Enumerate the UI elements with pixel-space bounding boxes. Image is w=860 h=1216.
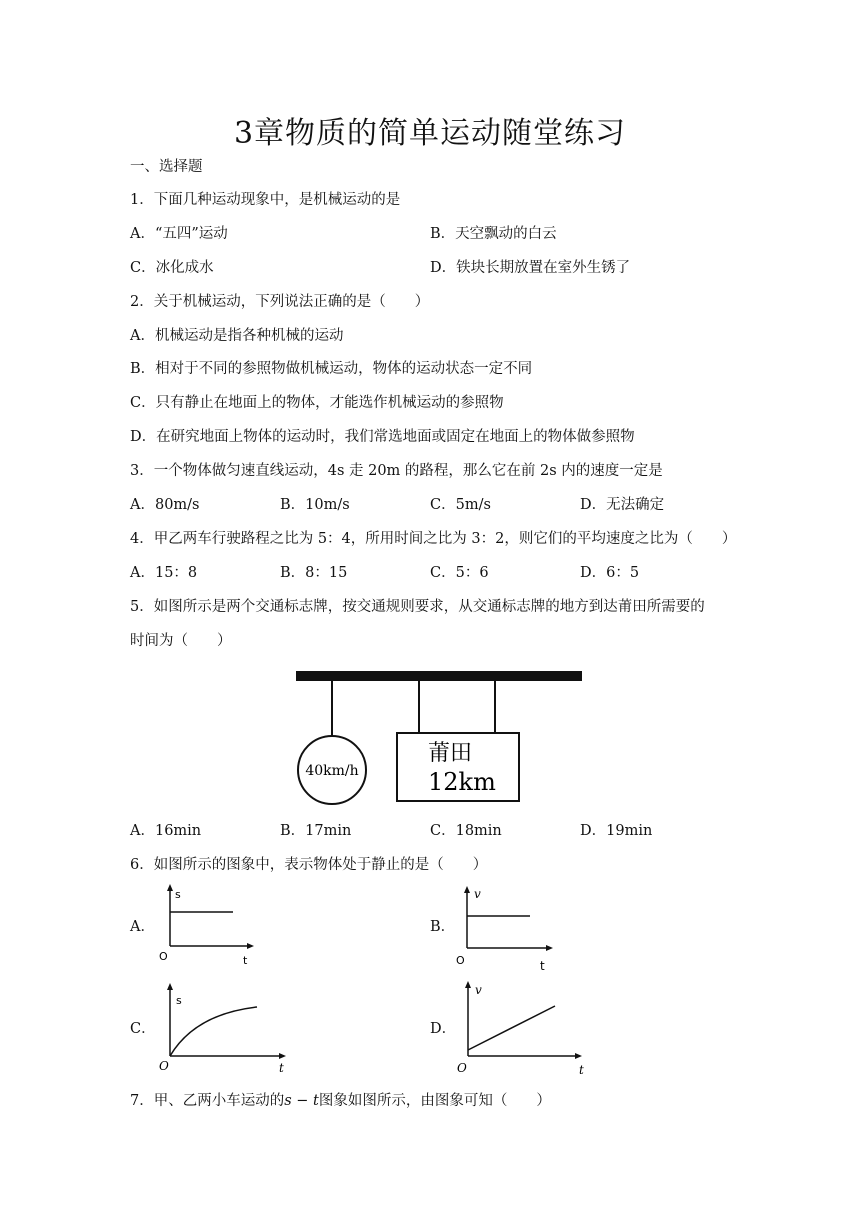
question-4-option-a: A．15：8 xyxy=(130,565,198,581)
graph-d-line xyxy=(468,1006,555,1050)
graph-a-origin: O xyxy=(159,950,168,963)
question-1-option-c: C．冰化成水 xyxy=(130,260,214,276)
graph-b-y-arrow xyxy=(464,886,470,893)
graph-d-y-arrow xyxy=(465,981,471,988)
graph-a xyxy=(155,882,265,970)
question-3-option-b: B．10m/s xyxy=(280,497,350,513)
distance-sign-place: 莆田 xyxy=(428,741,473,766)
question-2-stem: 2．关于机械运动，下列说法正确的是（ ） xyxy=(130,294,430,310)
graph-b-x-label: t xyxy=(540,959,545,973)
question-7-stem-suffix: 图象如图所示，由图象可知（ ） xyxy=(318,1093,551,1109)
question-2-option-b: B．相对于不同的参照物做机械运动，物体的运动状态一定不同 xyxy=(130,361,533,377)
graph-c-y-arrow xyxy=(167,983,173,990)
question-5-option-a: A．16min xyxy=(130,823,202,839)
speed-limit-text: 40km/h xyxy=(305,763,359,779)
page-title: 3章物质的简单运动随堂练习 xyxy=(233,116,627,151)
graph-d xyxy=(453,978,595,1076)
graph-d-y-label: v xyxy=(475,983,482,997)
question-5-option-b: B．17min xyxy=(280,823,352,839)
question-5-option-c: C．18min xyxy=(430,823,502,839)
graph-c-y-label: s xyxy=(176,994,182,1007)
question-5-stem-line1: 5．如图所示是两个交通标志牌，按交通规则要求，从交通标志牌的地方到达莆田所需要的 xyxy=(130,599,705,615)
graph-b-origin: O xyxy=(456,954,465,967)
graph-b-y-label: v xyxy=(474,887,481,901)
question-3-option-d: D．无法确定 xyxy=(580,497,665,513)
question-3-option-a: A．80m/s xyxy=(130,497,200,513)
question-4-option-b: B．8：15 xyxy=(280,565,348,581)
graph-a-x-label: t xyxy=(243,954,248,967)
question-1-option-b: B．天空飘动的白云 xyxy=(430,226,557,242)
graph-d-x-arrow xyxy=(575,1053,582,1059)
graph-c-x-label: t xyxy=(279,1061,284,1074)
traffic-signs-figure xyxy=(280,662,600,812)
question-4-option-d: D．6：5 xyxy=(580,565,640,581)
question-1-option-d: D．铁块长期放置在室外生锈了 xyxy=(430,260,631,276)
question-2-option-d: D．在研究地面上物体的运动时，我们常选地面或固定在地面上的物体做参照物 xyxy=(130,429,635,445)
graph-c xyxy=(155,980,295,1074)
graph-c-x-arrow xyxy=(279,1053,286,1059)
section-heading: 一、选择题 xyxy=(130,159,203,175)
graph-a-y-arrow xyxy=(167,884,173,891)
graph-a-x-arrow xyxy=(247,943,254,949)
question-7-stem xyxy=(130,1091,551,1111)
graph-b-x-arrow xyxy=(546,945,553,951)
question-6-option-d-label: D． xyxy=(430,1021,457,1037)
question-5-stem-line2: 时间为（ ） xyxy=(130,633,232,649)
question-4-option-c: C．5：6 xyxy=(430,565,489,581)
graph-c-origin: O xyxy=(159,1059,169,1073)
graph-a-y-label: s xyxy=(175,888,181,901)
question-3-stem: 3．一个物体做匀速直线运动，4s 走 20m 的路程，那么它在前 2s 内的速度一定是 xyxy=(130,463,663,479)
question-1-stem: 1．下面几种运动现象中，是机械运动的是 xyxy=(130,192,401,208)
graph-c-curve xyxy=(170,1007,257,1056)
question-6-stem: 6．如图所示的图象中，表示物体处于静止的是（ ） xyxy=(130,857,488,873)
question-6-option-b-label: B． xyxy=(430,919,456,935)
distance-sign-distance: 12km xyxy=(428,768,496,796)
question-5-option-d: D．19min xyxy=(580,823,653,839)
graph-b xyxy=(452,884,562,974)
question-3-option-c: C．5m/s xyxy=(430,497,491,513)
question-2-option-c: C．只有静止在地面上的物体，才能选作机械运动的参照物 xyxy=(130,395,504,411)
graph-d-origin: O xyxy=(457,1061,467,1075)
question-4-stem: 4．甲乙两车行驶路程之比为 5：4，所用时间之比为 3：2，则它们的平均速度之比为（ ） xyxy=(130,531,737,547)
graph-d-x-label: t xyxy=(579,1063,584,1076)
question-6-option-a-label: A． xyxy=(130,919,155,935)
question-6-option-c-label: C． xyxy=(130,1021,156,1037)
question-7-stem-prefix: 7．甲、乙两小车运动的 xyxy=(130,1093,285,1109)
question-1-option-a: A．“五四”运动 xyxy=(130,226,228,242)
question-7-formula: s − t xyxy=(284,1093,319,1109)
sign-bar xyxy=(296,671,582,681)
question-2-option-a: A．机械运动是指各种机械的运动 xyxy=(130,328,344,344)
